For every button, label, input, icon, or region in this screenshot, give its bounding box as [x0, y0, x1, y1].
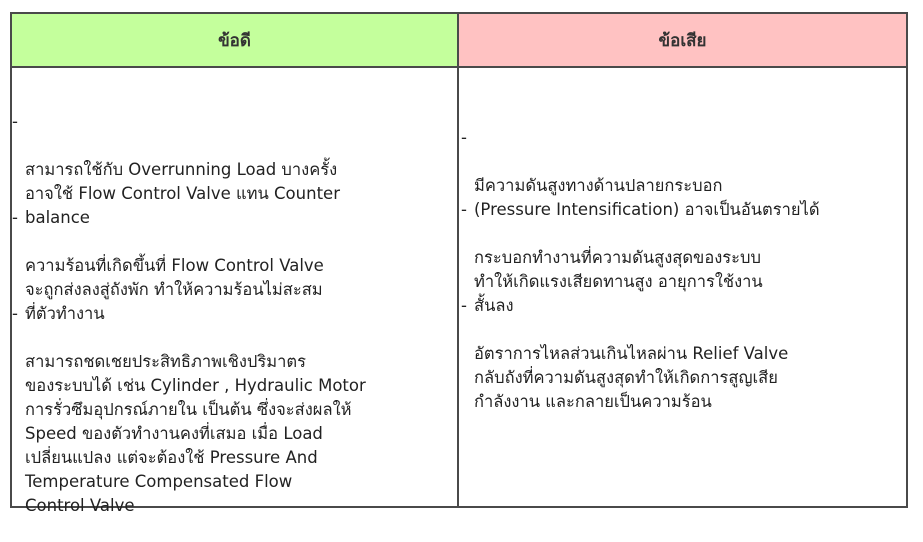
bullet-dash: - [12, 304, 18, 323]
bullet-dash: - [461, 128, 467, 147]
advantage-text: สามารถใช้กับ Overrunning Load บางครั้ง อาจใช้ Flow Control Valve แทน Counter balance [25, 160, 340, 227]
advantage-text: สามารถชดเชยประสิทธิภาพเชิงปริมาตร ของระบบได้ เช่น Cylinder , Hydraulic Motor การรั่วซึมอุปกรณ์ภายใน เป็นต้น ซึ่งจะส่งผลให้ Speed ของตัวทำงานคงที่เสมอ เมื่อ Load เปลี่ยนแปลง แต่จะต้องใช้ Pressure And Temperature Compensated Flow Control Valve [25, 352, 366, 515]
bullet-dash: - [12, 208, 18, 227]
advantages-header-label: ข้อดี [218, 30, 251, 51]
disadvantages-header-label: ข้อเสีย [658, 30, 707, 51]
bullet-dash: - [461, 296, 467, 315]
disadvantages-cell [459, 68, 906, 506]
disadvantage-text: มีความดันสูงทางด้านปลายกระบอก (Pressure Intensification) อาจเป็นอันตรายได้ [474, 176, 820, 219]
disadvantage-item [461, 294, 892, 438]
disadvantage-text: อัตราการไหลส่วนเกินไหลผ่าน Relief Valve กลับถังที่ความดันสูงสุดทำให้เกิดการสูญเสีย กำลังงาน และกลายเป็นความร้อน [474, 344, 789, 411]
advantages-cell [12, 68, 459, 515]
disadvantage-text: กระบอกทำงานที่ความดันสูงสุดของระบบ ทำให้เกิดแรงเสียดทานสูง อายุการใช้งาน สั้นลง [474, 248, 763, 315]
advantage-text: ความร้อนที่เกิดขึ้นที่ Flow Control Valve จะถูกส่งลงสู่ถังพัก ทำให้ความร้อนไม่สะสม ที่ตัวทำงาน [25, 256, 324, 323]
comparison-table [10, 12, 908, 515]
bullet-dash: - [461, 200, 467, 219]
advantage-item [12, 302, 443, 542]
disadvantages-header [459, 14, 906, 68]
bullet-dash: - [12, 112, 18, 131]
advantages-header [12, 14, 459, 68]
